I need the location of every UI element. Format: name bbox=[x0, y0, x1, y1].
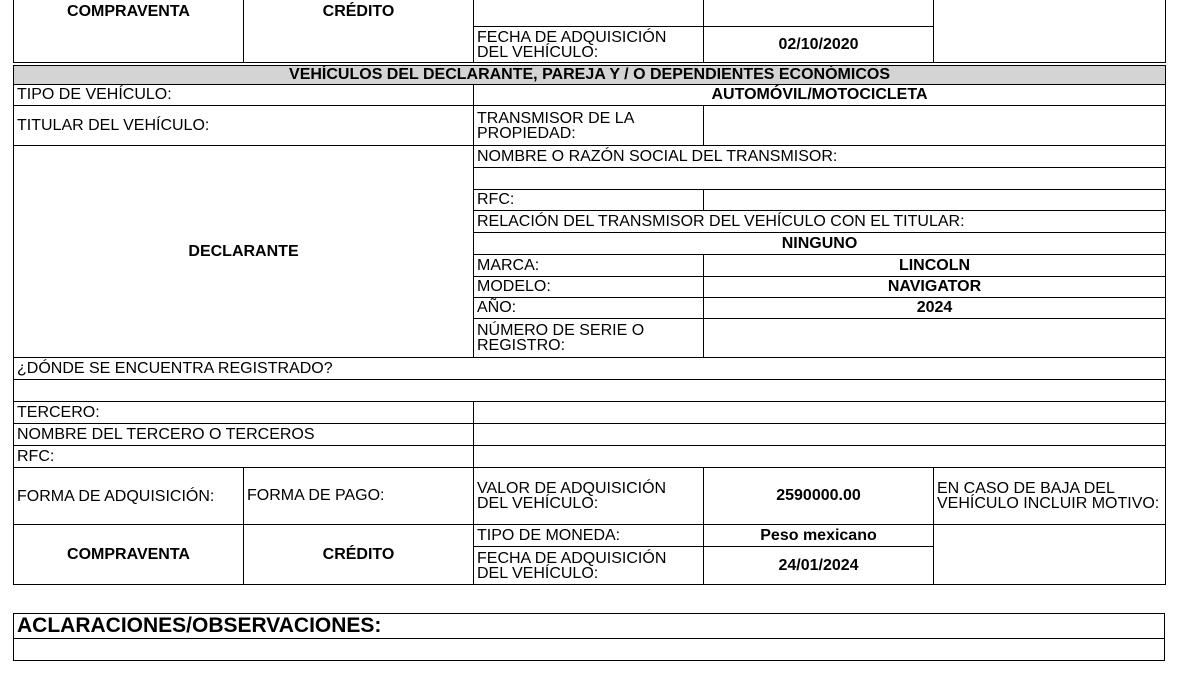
valor-value: 2590000.00 bbox=[704, 468, 934, 525]
vehicle-table bbox=[13, 65, 1166, 585]
nombre-transmisor-value bbox=[474, 168, 1166, 190]
forma-pago-value: CRÉDITO bbox=[244, 525, 474, 585]
prev-forma-pago-value: CRÉDITO bbox=[244, 0, 474, 63]
observations-body bbox=[14, 639, 1165, 661]
modelo-label: MODELO: bbox=[474, 277, 704, 298]
rfc-transmisor-value bbox=[704, 190, 1166, 211]
serie-label: NÚMERO DE SERIE O REGISTRO: bbox=[474, 319, 704, 358]
marca-value: LINCOLN bbox=[704, 255, 1166, 277]
anio-label: AÑO: bbox=[474, 298, 704, 319]
prev-empty-cell bbox=[704, 0, 934, 27]
nombre-tercero-value bbox=[474, 424, 1166, 446]
rfc-transmisor-label: RFC: bbox=[474, 190, 704, 211]
baja-value bbox=[934, 525, 1166, 585]
moneda-label: TIPO DE MONEDA: bbox=[474, 525, 704, 547]
previous-vehicle-acquisition-table bbox=[13, 0, 1166, 63]
moneda-value: Peso mexicano bbox=[704, 525, 934, 547]
rfc-tercero-label: RFC: bbox=[14, 446, 474, 468]
forma-adquisicion-label: FORMA DE ADQUISICIÓN: bbox=[14, 468, 244, 525]
tercero-value bbox=[474, 402, 1166, 424]
nombre-transmisor-label: NOMBRE O RAZÓN SOCIAL DEL TRANSMISOR: bbox=[474, 146, 1166, 168]
observations-title: ACLARACIONES/OBSERVACIONES: bbox=[14, 614, 1165, 639]
nombre-tercero-label: NOMBRE DEL TERCERO O TERCEROS bbox=[14, 424, 474, 446]
observations-table bbox=[13, 613, 1165, 661]
tipo-vehiculo-label: TIPO DE VEHÍCULO: bbox=[14, 85, 474, 106]
modelo-value: NAVIGATOR bbox=[704, 277, 1166, 298]
rfc-tercero-value bbox=[474, 446, 1166, 468]
relacion-value: NINGUNO bbox=[474, 233, 1166, 255]
prev-forma-adquisicion-value: COMPRAVENTA bbox=[14, 0, 244, 63]
prev-empty-cell bbox=[474, 0, 704, 27]
prev-fecha-value: 02/10/2020 bbox=[704, 27, 934, 63]
forma-pago-label: FORMA DE PAGO: bbox=[244, 468, 474, 525]
serie-value bbox=[704, 319, 1166, 358]
prev-baja-cell bbox=[934, 0, 1166, 63]
titular-value: DECLARANTE bbox=[14, 146, 474, 358]
marca-label: MARCA: bbox=[474, 255, 704, 277]
baja-label: EN CASO DE BAJA DEL VEHÍCULO INCLUIR MOTIVO: bbox=[934, 468, 1166, 525]
registro-value bbox=[14, 380, 1166, 402]
transmisor-label: TRANSMISOR DE LA PROPIEDAD: bbox=[474, 106, 704, 146]
section-title: VEHÍCULOS DEL DECLARANTE, PAREJA Y / O DEPENDIENTES ECONÓMICOS bbox=[14, 66, 1166, 85]
prev-fecha-label: FECHA DE ADQUISICIÓN DEL VEHÍCULO: bbox=[474, 27, 704, 63]
tercero-label: TERCERO: bbox=[14, 402, 474, 424]
tipo-vehiculo-value: AUTOMÓVIL/MOTOCICLETA bbox=[474, 85, 1166, 106]
fecha-adquisicion-value: 24/01/2024 bbox=[704, 547, 934, 585]
forma-adquisicion-value: COMPRAVENTA bbox=[14, 525, 244, 585]
valor-label: VALOR DE ADQUISICIÓN DEL VEHÍCULO: bbox=[474, 468, 704, 525]
transmisor-value bbox=[704, 106, 1166, 146]
titular-label: TITULAR DEL VEHÍCULO: bbox=[14, 106, 474, 146]
anio-value: 2024 bbox=[704, 298, 1166, 319]
fecha-adquisicion-label: FECHA DE ADQUISICIÓN DEL VEHÍCULO: bbox=[474, 547, 704, 585]
registro-label: ¿DÓNDE SE ENCUENTRA REGISTRADO? bbox=[14, 358, 1166, 380]
relacion-label: RELACIÓN DEL TRANSMISOR DEL VEHÍCULO CON EL TITULAR: bbox=[474, 211, 1166, 233]
